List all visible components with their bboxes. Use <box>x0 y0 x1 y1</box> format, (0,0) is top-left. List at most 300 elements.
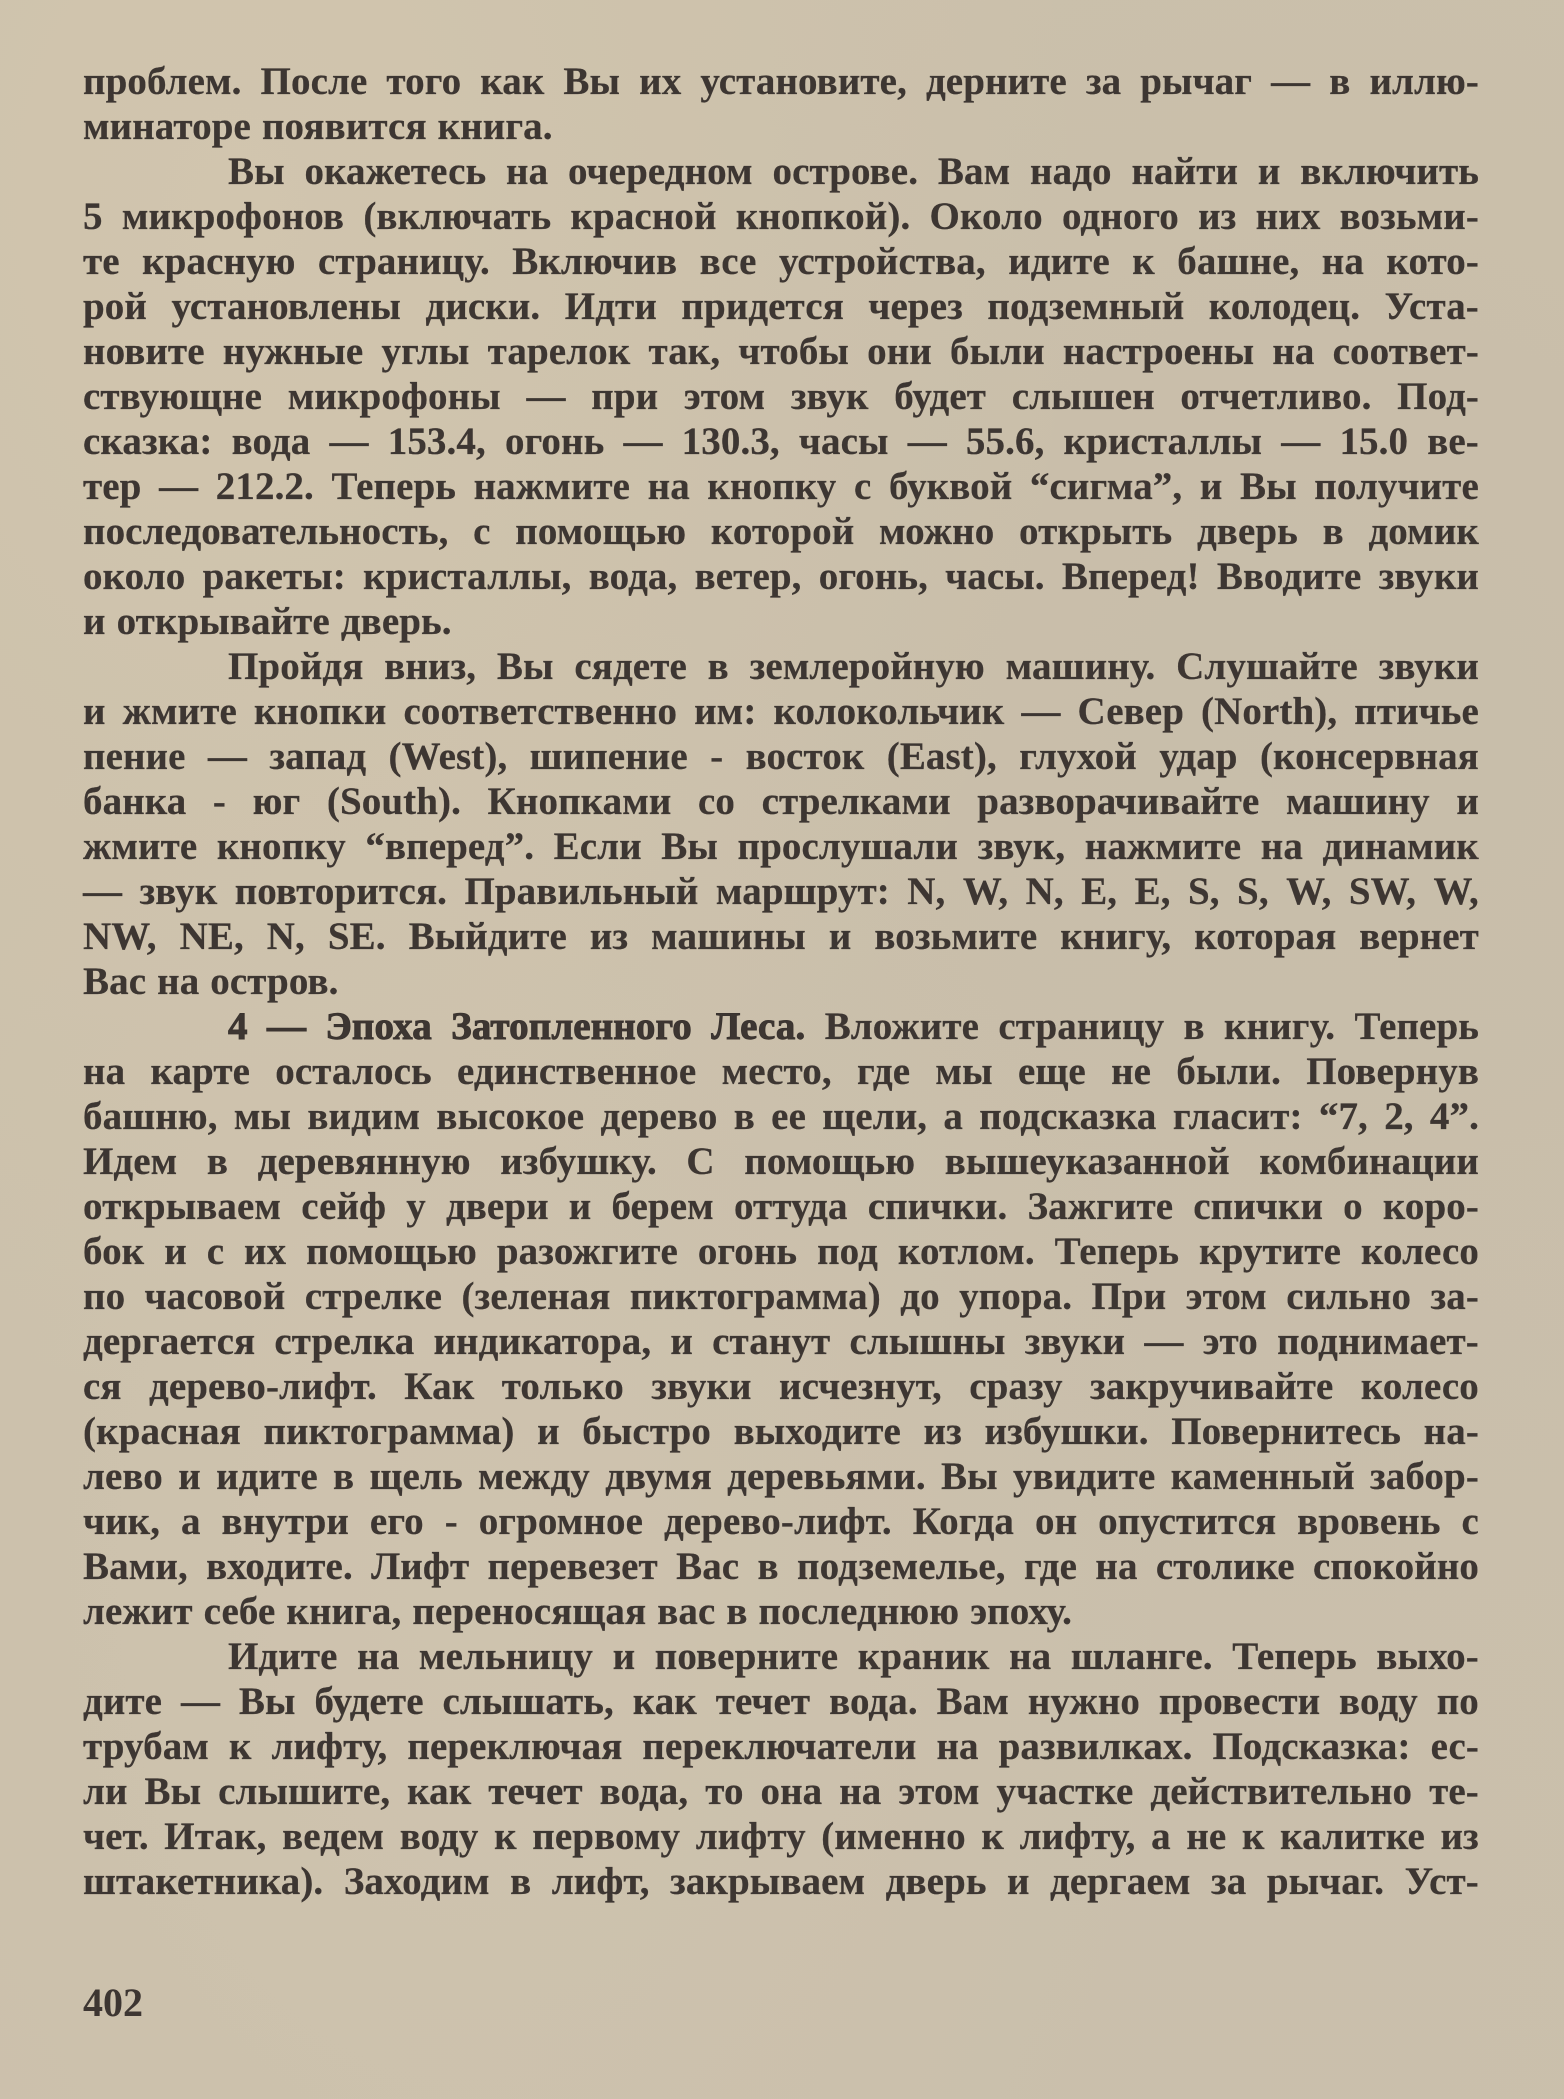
word: дверь <box>885 1860 987 1903</box>
word: за <box>1085 60 1122 103</box>
word: дергается <box>83 1320 256 1363</box>
text-line <box>83 554 1479 599</box>
word: берем <box>611 1185 714 1228</box>
word: и <box>178 1455 201 1498</box>
word: избушки. <box>984 1410 1149 1453</box>
word: двери <box>445 1185 549 1228</box>
word: дерево <box>600 1095 718 1138</box>
word: буквой <box>888 465 1013 508</box>
word: до <box>900 1275 940 1318</box>
word: юг <box>252 780 301 823</box>
word: ветер, <box>694 555 802 598</box>
word: книгу, <box>1060 915 1172 958</box>
word: те- <box>1429 1770 1479 1813</box>
word: Итак, <box>164 1815 267 1858</box>
word: После <box>260 60 368 103</box>
word: — <box>1144 1320 1184 1363</box>
word: Правильный <box>464 870 699 913</box>
word: NE, <box>179 915 244 958</box>
word: по <box>83 1275 126 1318</box>
word: индикатора, <box>433 1320 652 1363</box>
word: сильно <box>1286 1275 1412 1318</box>
word: к <box>981 1815 1004 1858</box>
word: — <box>329 420 369 463</box>
word: (зеленая <box>461 1275 611 1318</box>
word: кнопку <box>216 825 346 868</box>
word: SE. <box>327 915 386 958</box>
word: и <box>1199 465 1223 508</box>
word: слышен <box>1011 375 1155 418</box>
word: — <box>207 735 247 778</box>
word: спички <box>1193 1185 1324 1228</box>
word: Вы <box>661 825 718 868</box>
word: 153.4, <box>387 420 486 463</box>
word: Вы <box>1240 465 1297 508</box>
word: внутри <box>221 1500 349 1543</box>
word: за <box>1211 1860 1247 1903</box>
word: кнопку <box>707 465 837 508</box>
word: закручивайте <box>1089 1365 1334 1408</box>
word: бок <box>83 1230 145 1273</box>
word: слышны <box>849 1320 1006 1363</box>
word: 212.2. <box>215 465 314 508</box>
word: Повернитесь <box>1171 1410 1402 1453</box>
word: сейф <box>301 1185 387 1228</box>
word: (консервная <box>1259 735 1479 778</box>
word: соответ- <box>1332 330 1479 373</box>
word: повторится. <box>234 870 448 913</box>
word: в <box>333 1455 355 1498</box>
word: то <box>705 1770 744 1813</box>
word: по <box>1436 1680 1479 1723</box>
word: нажмите <box>473 465 631 508</box>
word: Пройдя <box>228 645 364 688</box>
word: землеройную <box>749 645 985 688</box>
text-line <box>83 1499 1479 1544</box>
word: N, <box>1025 870 1064 913</box>
word: звук <box>790 375 869 418</box>
text-line <box>83 1814 1479 1859</box>
word: открываем <box>83 1185 282 1228</box>
word: часы. <box>945 555 1045 598</box>
word: Как <box>404 1365 475 1408</box>
word: столике <box>1155 1545 1295 1588</box>
word: 5 <box>83 195 103 238</box>
word: (именно <box>821 1815 966 1858</box>
word: пение <box>83 735 186 778</box>
word: не <box>1111 1050 1152 1093</box>
word: мы <box>233 1095 292 1138</box>
word: последовательность, <box>83 510 449 553</box>
word: чик, <box>83 1500 161 1543</box>
word: включить <box>1300 150 1479 193</box>
word: лежит <box>83 1590 193 1633</box>
word: часы <box>798 420 889 463</box>
text-line <box>83 239 1479 284</box>
word: с <box>473 510 491 553</box>
word: к <box>1241 1815 1265 1858</box>
word: дерните <box>925 60 1067 103</box>
word: в <box>733 1095 755 1138</box>
word: колесо <box>1360 1365 1479 1408</box>
word: ве- <box>1427 420 1479 463</box>
word: звуки <box>651 1365 752 1408</box>
word: помощью <box>744 1140 916 1183</box>
word: — <box>907 420 947 463</box>
word: W, <box>1433 870 1479 913</box>
word: W, <box>1286 870 1332 913</box>
word: Вас <box>676 1545 740 1588</box>
word: Идите <box>228 1635 338 1678</box>
word: перевезет <box>487 1545 658 1588</box>
word: дверь. <box>340 600 452 643</box>
word: звуки <box>1378 555 1479 598</box>
section-heading-word: Затопленного <box>451 1005 692 1048</box>
word: подземный <box>987 285 1185 328</box>
word: с <box>853 465 872 508</box>
word: гласит: <box>1172 1095 1303 1138</box>
text-line <box>83 1004 1479 1049</box>
word: лево <box>83 1455 163 1498</box>
word: S, <box>1237 870 1269 913</box>
word: воду <box>1339 1680 1418 1723</box>
word: (West), <box>388 735 508 778</box>
word: помощью <box>306 1230 477 1273</box>
word: новите <box>83 330 205 373</box>
word: — <box>1271 60 1311 103</box>
word: трубам <box>83 1725 209 1768</box>
word: — <box>1021 690 1061 733</box>
word: в <box>757 1545 779 1588</box>
word: упора. <box>959 1275 1073 1318</box>
word: красную <box>142 240 296 283</box>
word: те <box>83 240 120 283</box>
word: нужные <box>222 330 364 373</box>
word: поверните <box>654 1635 839 1678</box>
word: Вы <box>496 645 554 688</box>
word: на <box>839 1770 882 1813</box>
word: стрелка <box>274 1320 415 1363</box>
word: пиктограмма) <box>263 1410 515 1453</box>
word: 55.6, <box>965 420 1045 463</box>
word: в <box>726 1590 748 1633</box>
word: течет <box>715 1680 811 1723</box>
word: как <box>407 1770 472 1813</box>
word: сядете <box>574 645 687 688</box>
text-line <box>83 599 1479 644</box>
word: Уста- <box>1384 285 1479 328</box>
word: калитке <box>1280 1815 1425 1858</box>
word: очередном <box>567 150 753 193</box>
word: их <box>639 60 682 103</box>
word: Север <box>1077 690 1184 733</box>
word: дергаем <box>1050 1860 1191 1903</box>
text-line <box>83 194 1479 239</box>
word: минаторе <box>83 105 251 148</box>
word: Заходим <box>343 1860 490 1903</box>
text-line <box>83 1139 1479 1184</box>
word: одного <box>1061 195 1179 238</box>
word: возьмите <box>874 915 1038 958</box>
word: N, <box>266 915 305 958</box>
word: им: <box>694 690 757 733</box>
word: и <box>568 1185 592 1228</box>
text-line <box>83 824 1479 869</box>
word: возьми- <box>1339 195 1479 238</box>
text-line <box>83 1184 1479 1229</box>
word: Лифт <box>371 1545 470 1588</box>
word: чтобы <box>738 330 849 373</box>
word: тарелок <box>487 330 631 373</box>
word: огонь <box>697 1230 798 1273</box>
word: машины <box>651 915 806 958</box>
text-line <box>83 509 1479 554</box>
word: (North), <box>1201 690 1338 733</box>
word: колесо <box>1360 1230 1479 1273</box>
word: а <box>943 1095 964 1138</box>
word: нужно <box>1027 1680 1141 1723</box>
word: помощью <box>515 510 687 553</box>
word: вровень <box>1297 1500 1441 1543</box>
word: придется <box>681 285 844 328</box>
word: только <box>501 1365 624 1408</box>
text-line <box>83 1634 1479 1679</box>
word: маршрут: <box>715 870 890 913</box>
paragraph-section-4 <box>83 1004 1479 1634</box>
word: дверь <box>1196 510 1298 553</box>
word: Зажгите <box>1027 1185 1174 1228</box>
word: мельницу <box>418 1635 593 1678</box>
word: Теперь <box>1232 1635 1357 1678</box>
word: входите. <box>206 1545 353 1588</box>
word: где <box>1023 1545 1078 1588</box>
word: “вперед”. <box>365 825 535 868</box>
word: колокольчик <box>773 690 1005 733</box>
word: звуки <box>1378 645 1479 688</box>
word: были. <box>1176 1050 1281 1093</box>
word: огонь <box>504 420 605 463</box>
word: он <box>1034 1500 1078 1543</box>
word: и <box>828 915 852 958</box>
word: вода. <box>829 1680 918 1723</box>
word: “7, <box>1318 1095 1368 1138</box>
word: птичье <box>1354 690 1479 733</box>
word: идите <box>216 1455 318 1498</box>
word: с <box>206 1230 225 1273</box>
word: к <box>228 1725 252 1768</box>
word: Вперед! <box>1061 555 1200 598</box>
word: запад <box>269 735 367 778</box>
word: лифту <box>695 1815 806 1858</box>
word: — <box>180 1680 221 1723</box>
word: которая <box>1194 915 1337 958</box>
word: 15.0 <box>1339 420 1409 463</box>
word: под <box>817 1230 878 1273</box>
word: провести <box>1158 1680 1321 1723</box>
word: часовой <box>144 1275 286 1318</box>
word: котлом. <box>897 1230 1035 1273</box>
word: С <box>686 1140 715 1183</box>
word: будет <box>894 375 987 418</box>
text-line <box>83 59 1479 104</box>
word: забор- <box>1369 1455 1479 1498</box>
word: — <box>623 420 663 463</box>
word: стрелками <box>761 780 951 823</box>
word: Вложите <box>824 1005 980 1048</box>
word: книга. <box>437 105 553 148</box>
word: ведем <box>282 1815 385 1858</box>
word: шипение <box>529 735 688 778</box>
word: Слушайте <box>1176 645 1358 688</box>
word: SW, <box>1348 870 1417 913</box>
word: и <box>670 1320 693 1363</box>
word: острове. <box>772 150 919 193</box>
word: этом <box>683 375 766 418</box>
word: разожгите <box>496 1230 678 1273</box>
word: окажетесь <box>304 150 487 193</box>
word: дерево-лифт. <box>149 1365 377 1408</box>
word: быстро <box>582 1410 711 1453</box>
word: Подсказка: <box>1212 1725 1411 1768</box>
word: последнюю <box>758 1590 960 1633</box>
text-line <box>83 419 1479 464</box>
word: место, <box>721 1050 832 1093</box>
word: проблем. <box>83 60 242 103</box>
text-line <box>83 104 1479 149</box>
word: и <box>83 600 106 643</box>
page-number: 402 <box>83 1980 143 2025</box>
word: лифт, <box>551 1860 650 1903</box>
word: страницу. <box>318 240 490 283</box>
word: остров. <box>210 960 339 1003</box>
word: найти <box>1131 150 1239 193</box>
word: Вводите <box>1216 555 1362 598</box>
word: Вас <box>83 960 147 1003</box>
word: рычаг. <box>1266 1860 1385 1903</box>
word: кото- <box>1386 240 1479 283</box>
word: микрофонов <box>121 195 345 238</box>
word: штакетника). <box>83 1860 324 1903</box>
word: двумя <box>605 1455 712 1498</box>
word: Выйдите <box>408 915 567 958</box>
word: а <box>1151 1815 1171 1858</box>
section-heading-word: Эпоха <box>325 1005 432 1048</box>
word: видим <box>307 1095 421 1138</box>
word: на <box>357 1635 400 1678</box>
word: сказка: <box>83 420 213 463</box>
word: и <box>612 1635 636 1678</box>
word: - <box>212 780 227 823</box>
word: Теперь <box>1354 1005 1479 1048</box>
word: диски. <box>425 285 541 328</box>
word: на <box>1009 1635 1052 1678</box>
word: между <box>477 1455 590 1498</box>
text-line <box>83 644 1479 689</box>
word: закрываем <box>670 1860 866 1903</box>
text-line <box>83 464 1479 509</box>
word: жмите <box>83 825 198 868</box>
word: Кнопками <box>487 780 672 823</box>
word: S, <box>1187 870 1220 913</box>
text-line <box>83 1679 1479 1724</box>
word: в <box>206 1140 229 1183</box>
word: избушку. <box>500 1140 657 1183</box>
word: Вы <box>563 60 621 103</box>
word: настроены <box>1062 330 1255 373</box>
word: установите, <box>700 60 907 103</box>
word: вас <box>657 1590 716 1633</box>
word: к <box>494 1815 517 1858</box>
text-line <box>83 779 1479 824</box>
word: коро- <box>1382 1185 1479 1228</box>
word: на <box>1272 330 1315 373</box>
word: около <box>83 555 186 598</box>
word: все <box>699 240 757 283</box>
word: Вы <box>228 150 285 193</box>
word: опустится <box>1098 1500 1277 1543</box>
word: огонь, <box>818 555 928 598</box>
word: Идти <box>564 285 657 328</box>
word: единственное <box>457 1050 697 1093</box>
word: где <box>857 1050 911 1093</box>
text-line <box>83 1859 1479 1904</box>
word: увидите <box>1013 1455 1156 1498</box>
word: в <box>1183 1005 1205 1048</box>
word: Вы <box>941 1455 998 1498</box>
word: отчетливо. <box>1180 375 1372 418</box>
word: кнопки <box>253 690 387 733</box>
section-heading-word: 4 <box>228 1005 248 1048</box>
word: крутите <box>1199 1230 1342 1273</box>
word: слышать, <box>442 1680 614 1723</box>
word: через <box>868 285 963 328</box>
word: вода, <box>588 555 678 598</box>
word: чет. <box>83 1815 149 1858</box>
word: действительно <box>1150 1770 1413 1813</box>
word: в <box>1329 60 1351 103</box>
paragraph <box>83 644 1479 1004</box>
text-line <box>83 374 1479 419</box>
word: о <box>1343 1185 1363 1228</box>
text-line <box>83 869 1479 914</box>
word: нажмите <box>1084 825 1242 868</box>
word: удар <box>1159 735 1238 778</box>
word: дерево-лифт. <box>663 1500 892 1543</box>
word: не <box>1186 1815 1227 1858</box>
text-line <box>83 1769 1479 1814</box>
word: страницу <box>998 1005 1165 1048</box>
word: еще <box>1017 1050 1086 1093</box>
text-line <box>83 1049 1479 1094</box>
word: за- <box>1430 1275 1479 1318</box>
word: будете <box>314 1680 424 1723</box>
word: деревянную <box>257 1140 471 1183</box>
word: этом <box>898 1770 980 1813</box>
word: это <box>1202 1320 1258 1363</box>
word: Включив <box>512 240 678 283</box>
word: при <box>591 375 659 418</box>
word: в <box>1322 510 1344 553</box>
word: рычаг <box>1140 60 1253 103</box>
word: того <box>386 60 462 103</box>
word: вниз, <box>384 645 477 688</box>
word: деревьями. <box>727 1455 926 1498</box>
word: подсказка <box>979 1095 1157 1138</box>
text-line <box>83 1274 1479 1319</box>
word: “сигма”, <box>1029 465 1183 508</box>
word: соответственно <box>403 690 678 733</box>
word: на <box>1260 825 1303 868</box>
